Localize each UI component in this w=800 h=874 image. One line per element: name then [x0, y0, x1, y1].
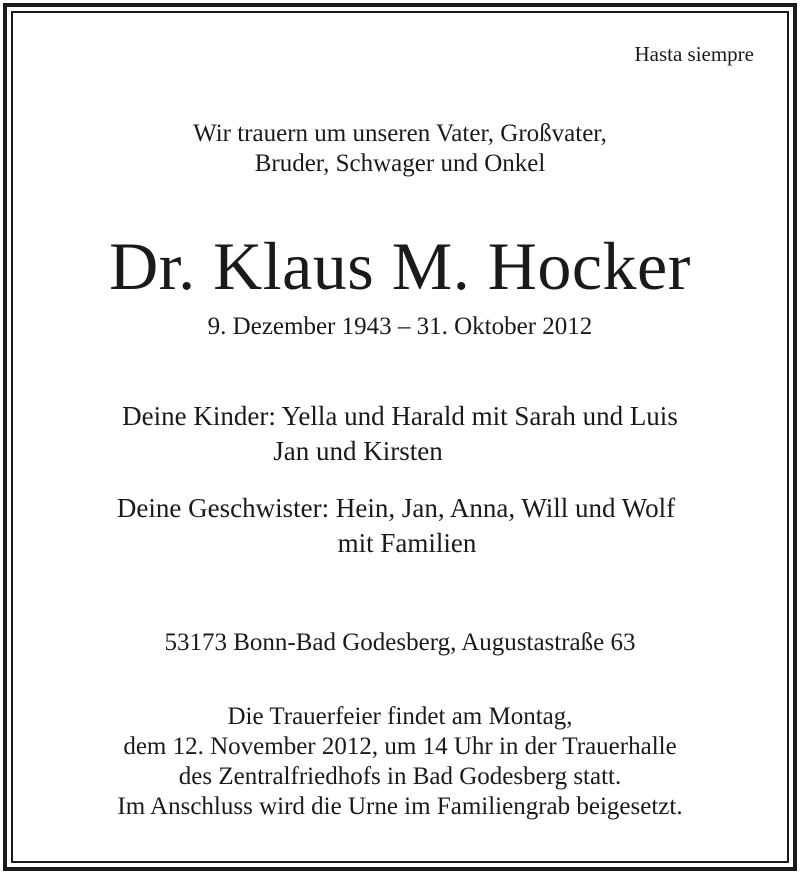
address: 53173 Bonn-Bad Godesberg, Augustastraße 63: [164, 629, 636, 656]
ceremony-line-1: Die Trauerfeier findet am Montag,: [227, 703, 573, 730]
deceased-name: Dr. Klaus M. Hocker: [109, 228, 691, 304]
intro-line-2: Bruder, Schwager und Onkel: [254, 150, 546, 177]
siblings-line-2: mit Familien: [337, 528, 477, 558]
life-dates: 9. Dezember 1943 – 31. Oktober 2012: [207, 313, 593, 340]
children-line-2: Jan und Kirsten: [273, 436, 443, 466]
intro-line-1: Wir trauern um unseren Vater, Großvater,: [193, 120, 607, 147]
ceremony-line-3: des Zentralfriedhofs in Bad Godesberg statt.: [178, 763, 622, 790]
children-line-1: Deine Kinder: Yella und Harald mit Sarah und Luis: [122, 401, 678, 431]
ceremony-line-4: Im Anschluss wird die Urne im Familiengrab beigesetzt.: [117, 793, 683, 820]
ceremony-line-2: dem 12. November 2012, um 14 Uhr in der Trauerhalle: [123, 733, 677, 760]
siblings-line-1: Deine Geschwister: Hein, Jan, Anna, Will und Wolf: [116, 493, 676, 523]
motto: Hasta siempre: [634, 42, 754, 66]
